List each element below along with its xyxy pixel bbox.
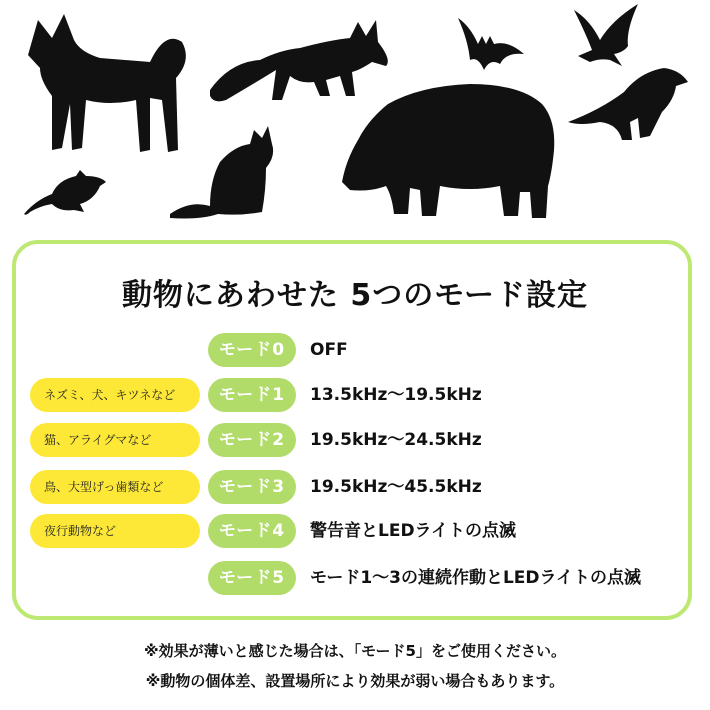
mode-row-5 (0, 561, 710, 597)
mode-4-animals-badge: 夜行動物など (30, 514, 200, 548)
fox-silhouette-icon (210, 20, 388, 101)
dog-silhouette-icon (28, 14, 186, 152)
mode-1-description: 13.5kHz〜19.5kHz (310, 385, 482, 405)
mode-3-animals-badge: 鳥、大型げっ歯類など (30, 470, 200, 504)
mode-1-animals-badge: ネズミ、犬、キツネなど (30, 378, 200, 412)
mouse-silhouette-icon (24, 170, 106, 215)
cat-silhouette-icon (170, 126, 273, 219)
mode-row-1 (0, 378, 710, 414)
mode-1-button[interactable]: モード1 (208, 378, 296, 412)
mode-2-button[interactable]: モード2 (208, 423, 296, 457)
mode-2-description: 19.5kHz〜24.5kHz (310, 430, 482, 450)
note-1: ※効果が薄いと感じた場合は、「モード5」をご使用ください。 (144, 642, 566, 660)
mode-5-button[interactable]: モード5 (208, 561, 296, 595)
animal-silhouettes (0, 0, 710, 240)
mode-row-4 (0, 514, 710, 550)
crow-silhouette-icon (568, 68, 688, 140)
note-2: ※動物の個体差、設置場所により効果が弱い場合もあります。 (145, 672, 565, 690)
mode-4-button[interactable]: モード4 (208, 514, 296, 548)
boar-silhouette-icon (342, 84, 554, 218)
mode-row-3 (0, 470, 710, 506)
bat-silhouette-icon (458, 18, 524, 70)
mode-3-description: 19.5kHz〜45.5kHz (310, 477, 482, 497)
mode-5-description: モード1〜3の連続作動とLEDライトの点滅 (310, 568, 642, 588)
mode-2-animals-badge: 猫、アライグマなど (30, 423, 200, 457)
mode-row-2 (0, 423, 710, 459)
mode-row-0 (0, 333, 710, 369)
mode-0-description: OFF (310, 340, 348, 360)
bird-flying-silhouette-icon (574, 4, 638, 66)
mode-3-button[interactable]: モード3 (208, 470, 296, 504)
mode-0-button[interactable]: モード0 (208, 333, 296, 367)
panel-title: 動物にあわせた 5つのモード設定 (121, 278, 589, 313)
mode-4-description: 警告音とLEDライトの点滅 (310, 521, 517, 541)
